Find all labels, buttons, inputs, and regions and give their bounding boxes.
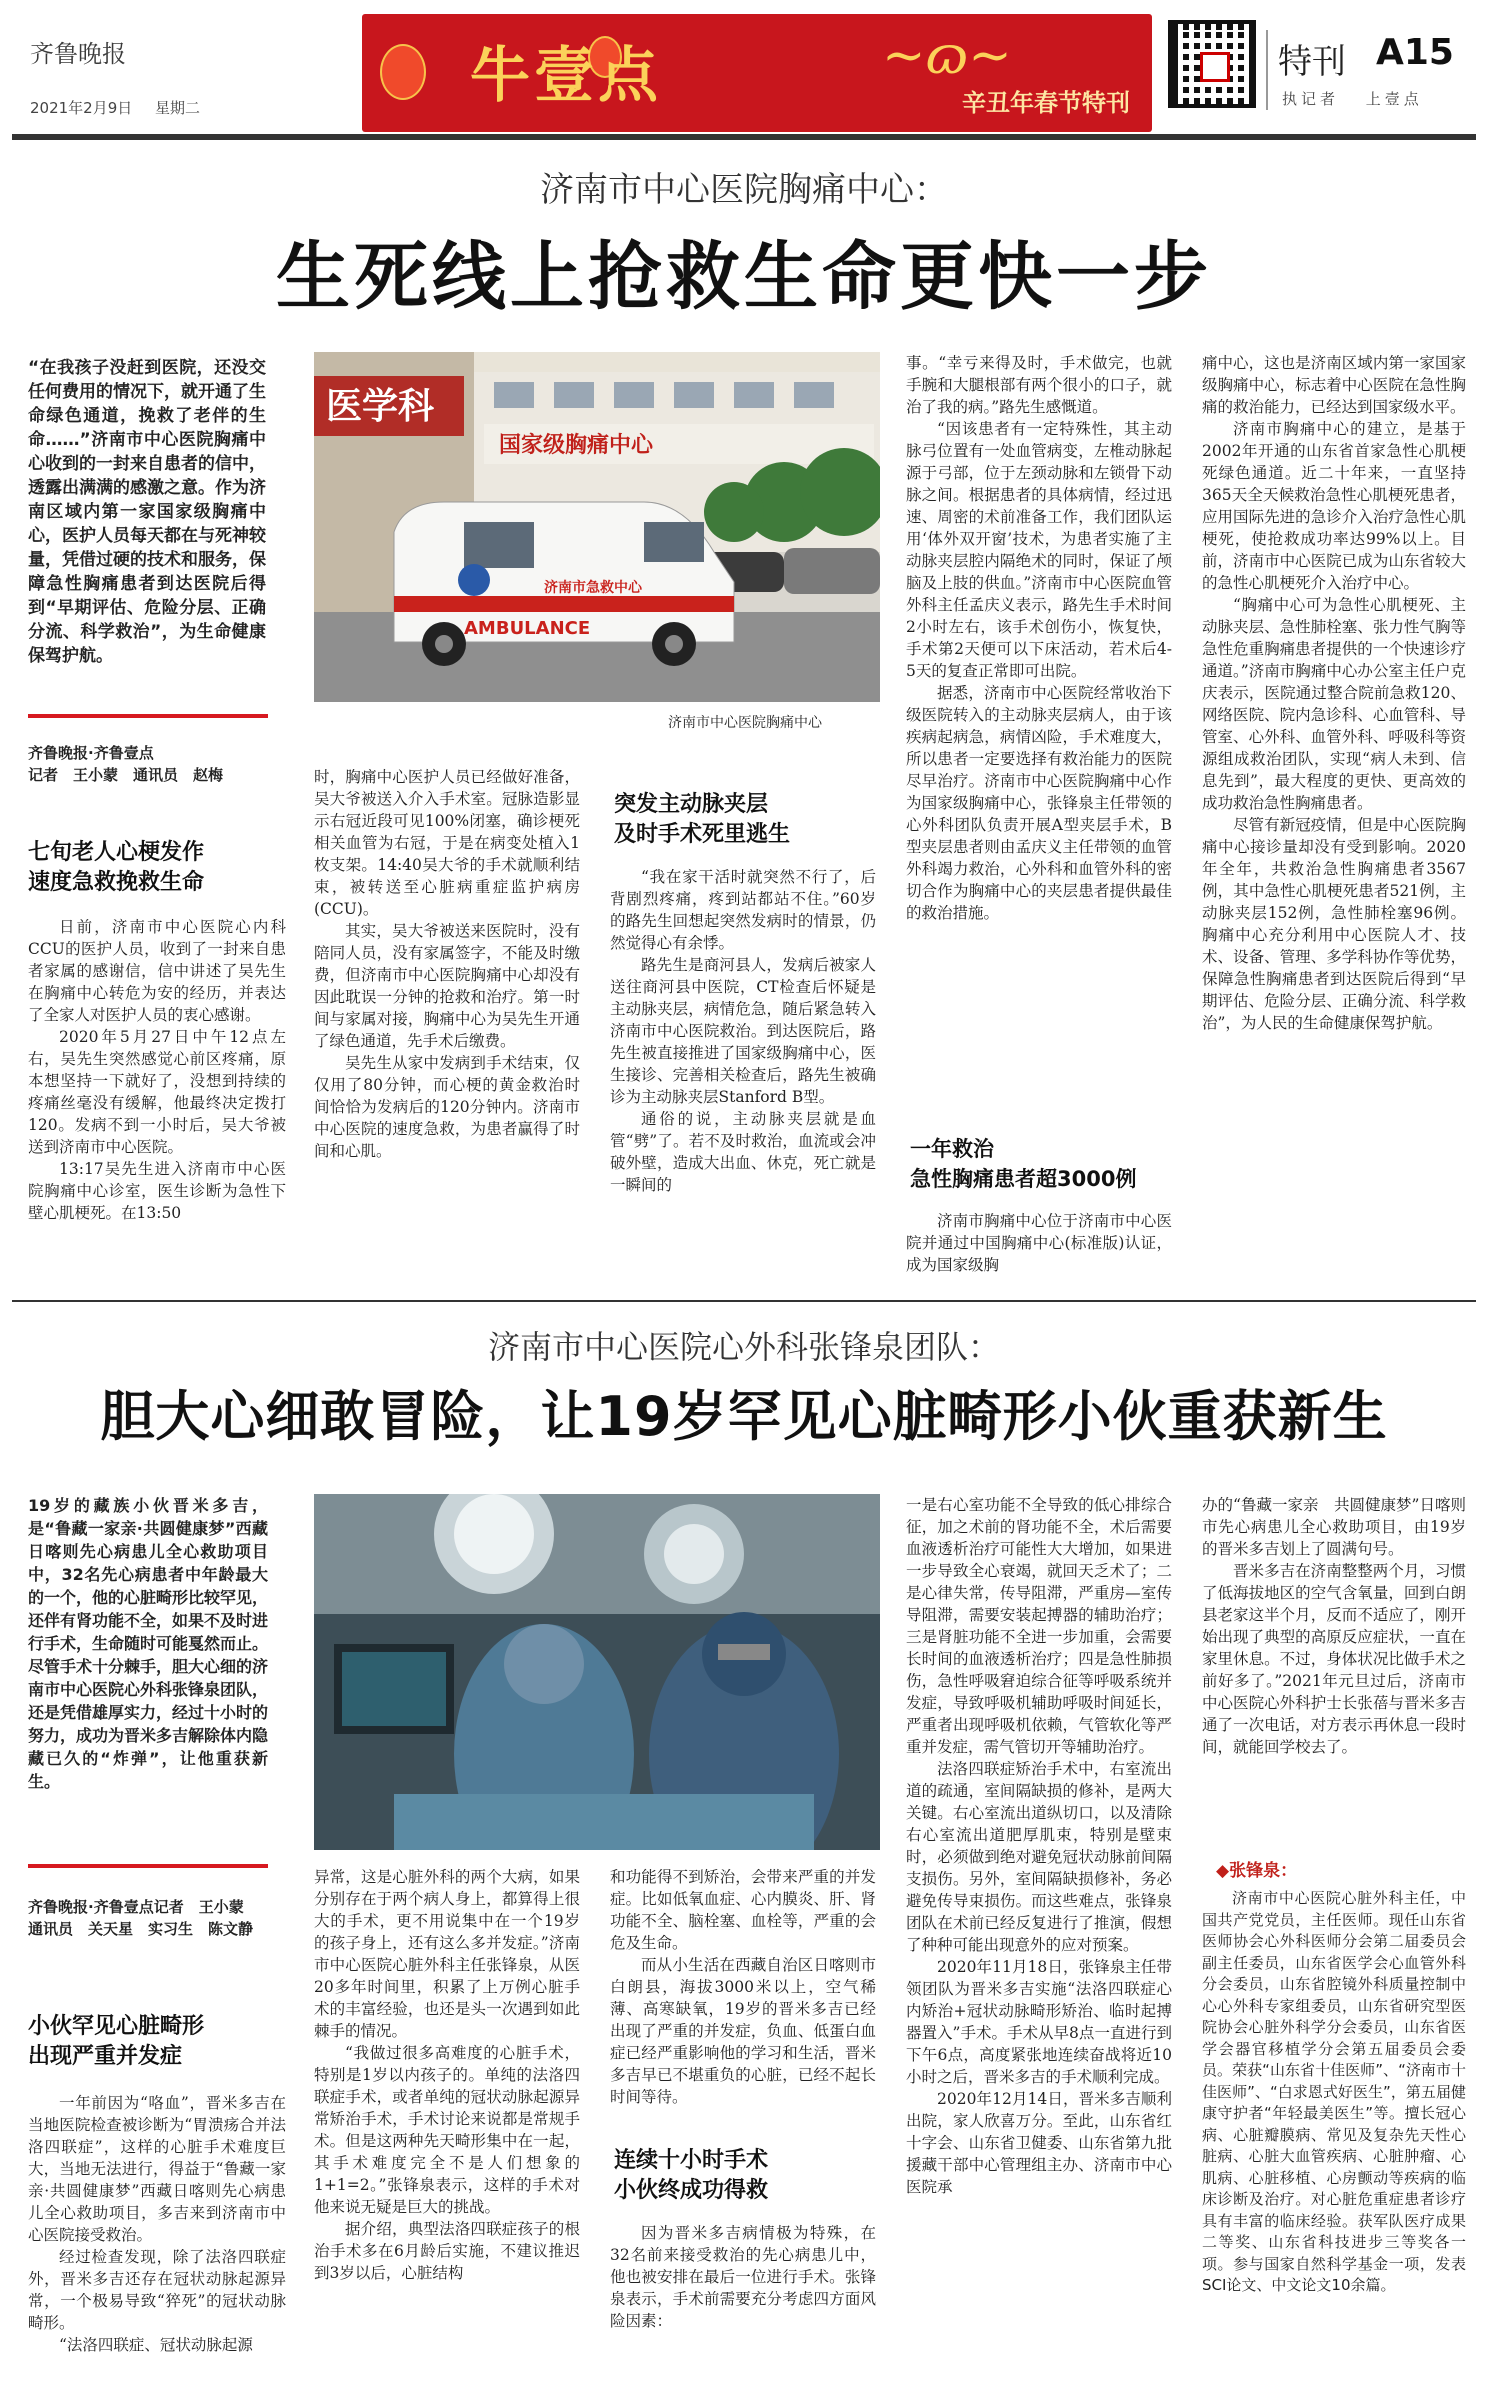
sign-ambulance: AMBULANCE	[464, 618, 591, 639]
article1-column-4b	[906, 1210, 1172, 1288]
paragraph: 吴先生从家中发病到手术结束，仅仅用了80分钟，而心梗的黄金救治时间恰恰为发病后的120分钟内。济南市中心医院的速度急救，为患者赢得了时间和心肌。	[314, 1054, 580, 1160]
paragraph: “法洛四联症、冠状动脉起源	[59, 2336, 253, 2354]
article2-lead: 19岁的藏族小伙晋米多吉，是“鲁藏一家亲·共圆健康梦”西藏日喀则先心病患儿全心救助项目中，32名先心病患者中年龄最大的一个，他的心脏畸形比较罕见，还伴有肾功能不全，如果不及时进行手术，生命随时可能戛然而止。尽管手术十分棘手，胆大心细的济南市中心医院心外科张锋泉团队，还是凭借雄厚实力，经过十小时的努力，成功为晋米多吉解除体内隐藏已久的“炸弹”，让他重获新生。	[28, 1496, 269, 1791]
paragraph: 2020年11月18日，张锋泉主任带领团队为晋米多吉实施“法洛四联症心内矫治+冠状动脉畸形矫治、临时起搏器置入”手术。手术从早8点一直进行到下午6点，高度紧张地连续奋战将近10小时之后，晋米多吉的手术顺利完成。	[906, 1958, 1172, 2086]
paragraph: 其实，吴大爷被送来医院时，没有陪同人员，没有家属签字，不能及时缴费，但济南市中心医院胸痛中心却没有因此耽误一分钟的抢救和治疗。第一时间与家属对接，胸痛中心为吴先生开通了绿色通道，先手术后缴费。	[314, 922, 580, 1050]
paragraph: 济南市胸痛中心的建立，是基于2002年开通的山东省首家急性心肌梗死绿色通道。近二十年来，一直坚持365天全天候救治急性心肌梗死患者，应用国际先进的急诊介入治疗急性心肌梗死，使抢救成功率达99%以上。目前，济南市中心医院已成为山东省较大的急性心肌梗死介入治疗中心。	[1202, 420, 1466, 592]
bio-title: ◆张锋泉：	[1216, 1861, 1298, 1881]
byline-reporters: 记者 王小蒙 通讯员 赵梅	[28, 766, 224, 784]
article1-column-3	[610, 866, 876, 1286]
header-separator	[1266, 30, 1268, 110]
article-divider	[12, 1300, 1476, 1302]
page-header	[0, 0, 1488, 142]
article1-column-1	[28, 916, 286, 1288]
paragraph: 时，胸痛中心医护人员已经做好准备，吴大爷被送入介入手术室。冠脉造影显示右冠近段可见100%闭塞，确诊梗死相关血管为右冠，于是在病变处植入1枚支架。14:40吴大爷的手术就顺利结束，被转送至心脏病重症监护病房(CCU)。	[314, 768, 580, 918]
article2-byline	[28, 1896, 288, 1940]
paragraph: 2020年5月27日中午12点左右，吴先生突然感觉心前区疼痛，原本想坚持一下就好了，没想到持续的疼痛丝毫没有缓解，他最终决定拨打120。发病不到一小时后，吴大爷被送到济南市中心医院。	[28, 1028, 286, 1156]
reporter-label: 执记者	[1282, 90, 1340, 108]
lantern-icon	[380, 44, 426, 100]
article2-column-5	[1202, 1494, 1466, 1852]
paragraph: “我在家干活时就突然不行了，后背剧烈疼痛，疼到站都站不住。”60岁的路先生回想起突然发病时的情景，仍然觉得心有余悸。	[610, 868, 876, 952]
paragraph: 痛中心，这也是济南区域内第一家国家级胸痛中心，标志着中心医院在急性胸痛的救治能力，已经达到国家级水平。	[1202, 354, 1466, 416]
article1-kicker: 济南市中心医院胸痛中心：	[540, 170, 948, 210]
paragraph: “因该患者有一定特殊性，其主动脉弓位置有一处血管病变，左椎动脉起源于弓部，位于左颈动脉和左锁骨下动脉之间。根据患者的具体病情，经过迅速、周密的术前准备工作，我们团队运用‘体外双开窗’技术，为患者实施了主动脉夹层腔内隔绝术的同时，保证了颅脑及上肢的供血。”济南市中心医院血管外科主任孟庆义表示，路先生手术时间2小时左右，该手术创伤小，恢复快，手术第2天便可以下床活动，若术后4-5天的复查正常即可出院。	[906, 420, 1172, 680]
article2-column-1	[28, 2092, 286, 2388]
article1-red-bar	[28, 714, 268, 718]
article2-column-2	[314, 1866, 580, 2388]
issue-date-line	[30, 97, 200, 118]
byline-outlet: 齐鲁晚报·齐鲁壹点	[28, 744, 154, 762]
paragraph: 据悉，济南市中心医院经常收治下级医院转入的主动脉夹层病人，由于该疾病起病急，病情凶险，手术难度大，所以患者一定要选择有救治能力的医院尽早治疗。济南市中心医院胸痛中心作为国家级胸痛中心，张锋泉主任带领的心外科团队负责开展A型夹层手术，B型夹层患者则由孟庆义主任带领的血管外科竭力救治，心外科和血管外科的密切合作为胸痛中心的夹层患者提供最佳的救治措施。	[906, 684, 1172, 922]
paper-name: 齐鲁晚报	[30, 40, 126, 68]
article1-subhead-3: 一年救治 急性胸痛患者超3000例	[910, 1137, 1137, 1191]
paragraph: 法洛四联症矫治手术中，右室流出道的疏通，室间隔缺损的修补，是两大关键。右心室流出道纵切口，以及清除右心室流出道肥厚肌束，特别是壁束时，必须做到绝对避免冠状动脉前间隔支损伤。另外，室间隔缺损修补，务必避免传导束损伤。而这些难点，张锋泉团队在术前已经反复进行了推演，假想了种种可能出现意外的应对预案。	[906, 1760, 1172, 1954]
paragraph: 经过检查发现，除了法洛四联症外，晋米多吉还存在冠状动脉起源异常，一个极易导致“猝死”的冠状动脉畸形。	[28, 2248, 286, 2332]
sign-medical-dept: 医学科	[326, 386, 435, 427]
byline-outlet: 齐鲁晚报·齐鲁壹点记者 王小蒙	[28, 1898, 244, 1916]
article2-subhead-2: 连续十小时手术 小伙终成功得救	[614, 2148, 769, 2203]
article2-subhead-1: 小伙罕见心脏畸形 出现严重并发症	[28, 2014, 205, 2069]
paragraph: 济南市胸痛中心位于济南市中心医院并通过中国胸痛中心(标准版)认证，成为国家级胸	[906, 1212, 1172, 1274]
paragraph: 日前，济南市中心医院心内科CCU的医护人员，收到了一封来自患者家属的感谢信，信中讲述了吴先生在胸痛中心转危为安的经历，并表达了全家人对医护人员的衷心感谢。	[28, 918, 286, 1024]
article2-column-3b	[610, 2222, 876, 2388]
paragraph: 尽管有新冠疫情，但是中心医院胸痛中心接诊量却没有受到影响。2020年全年，共救治急性胸痛患者3567例，其中急性心肌梗死患者521例，主动脉夹层152例，急性肺栓塞96例。胸痛中心充分利用中心医院人才、技术、设备、管理、多学科协作等优势，保障急性胸痛患者到达医院后得到“早期评估、危险分层、正确分流、科学救治”，为人民的生命健康保驾护航。	[1202, 816, 1466, 1032]
banner-subtitle: 辛丑年春节特刊	[962, 89, 1130, 117]
ambulance-illustration	[314, 352, 880, 702]
article1-column-4	[906, 352, 1172, 1130]
banner-title: 牛壹点	[470, 41, 662, 111]
banner-swirl-icon: ~ɷ~	[882, 26, 1012, 86]
article1-headline: 生死线上抢救生命更快一步	[276, 234, 1212, 320]
paragraph: 办的“鲁藏一家亲 共圆健康梦”日喀则市先心病患儿全心救助项目，由19岁的晋米多吉划上了圆满句号。	[1202, 1496, 1466, 1558]
article2-column-4	[906, 1494, 1172, 2388]
issue-weekday: 星期二	[155, 99, 201, 117]
article1-column-5	[1202, 352, 1466, 1288]
festival-banner	[362, 14, 1152, 132]
paragraph: 据介绍，典型法洛四联症孩子的根治手术多在6月龄后实施，不建议推迟到3岁以后，心脏结构	[314, 2220, 580, 2282]
surgery-illustration	[314, 1494, 880, 1850]
paragraph: “胸痛中心可为急性心肌梗死、主动脉夹层、急性肺栓塞、张力性气胸等急性危重胸痛患者提供的一个快速诊疗通道。”济南市胸痛中心办公室主任户克庆表示，医院通过整合院前急救120、网络医院、院内急诊科、心血管科、导管室、心外科、血管外科、呼吸科等资源组成救治团队，实现“病人未到、信息先到”，最大程度的更快、更高效的成功救治急性胸痛患者。	[1202, 596, 1466, 812]
sign-emergency-center: 济南市急救中心	[544, 580, 642, 596]
article1-column-2	[314, 766, 580, 1286]
paragraph: 济南市中心医院心脏外科主任，中国共产党党员，主任医师。现任山东省医师协会心外科医师分会第二届委员会副主任委员，山东省医学会心血管外科分会委员，山东省腔镜外科质量控制中心心外科专家组委员，山东省研究型医院协会心脏外科学分会委员，山东省医学会器官移植学分会第五届委员会委员。荣获“山东省十佳医师”、“济南市十佳医师”、“白求恩式好医生”，第五届健康守护者“年轻最美医生”等。擅长冠心病、心脏瓣膜病、常见及复杂先天性心脏病、心脏大血管疾病、心脏肿瘤、心肌病、心脏移植、心房颤动等疾病的临床诊断及治疗。对心脏危重症患者诊疗具有丰富的临床经验。获军队医疗成果二等奖、山东省科技进步三等奖各一项。参与国家自然科学基金一项，发表SCI论文、中文论文10余篇。	[1202, 1889, 1466, 2294]
article2-headline: 胆大心细敢冒险，让19岁罕见心脏畸形小伙重获新生	[100, 1385, 1388, 1448]
paragraph: 一是右心室功能不全导致的低心排综合征，加之术前的肾功能不全，术后需要血液透析治疗可能性大大增加，如果进一步导致全心衰竭，就回天乏术了；二是心律失常，传导阻滞，严重房—室传导阻滞，需要安装起搏器的辅助治疗；三是肾脏功能不全进一步加重，会需要长时间的血液透析治疗；四是急性肺损伤，急性呼吸窘迫综合征等呼吸系统并发症，导致呼吸机辅助呼吸时间延长，严重者出现呼吸机依赖，气管软化等严重并发症，需气管切开等辅助治疗。	[906, 1496, 1172, 1756]
hospital-ambulance-photo	[314, 352, 880, 702]
reporter-name: 上壹点	[1365, 90, 1423, 108]
paragraph: 因为晋米多吉病情极为特殊，在32名前来接受救治的先心病患儿中，他也被安排在最后一位进行手术。张锋泉表示，手术前需要充分考虑四方面风险因素：	[610, 2224, 876, 2330]
article2-column-3	[610, 1866, 876, 2136]
page-number: A15	[1376, 32, 1454, 73]
article1-lead: “在我孩子没赶到医院，还没交任何费用的情况下，就开通了生命绿色通道，挽救了老伴的生命……”济南市中心医院胸痛中心收到的一封来自患者的信中，透露出满满的感激之意。作为济南区域内第一家国家级胸痛中心，医护人员每天都在与死神较量，凭借过硬的技术和服务，保障急性胸痛患者到达医院后得到“早期评估、危险分层、正确分流、科学救治”，为生命健康保驾护航。	[28, 358, 266, 666]
article1-subhead-2: 突发主动脉夹层 及时手术死里逃生	[614, 792, 791, 847]
paragraph: 异常，这是心脏外科的两个大病，如果分别存在于两个病人身上，都算得上很大的手术，更不用说集中在一个19岁的孩子身上，还有这么多并发症。”济南市中心医院心脏外科主任张锋泉，从医20多年时间里，积累了上万例心脏手术的丰富经验，也还是头一次遇到如此棘手的情况。	[314, 1868, 580, 2040]
doctor-bio	[1202, 1888, 1466, 2388]
paragraph: 一年前因为“咯血”，晋米多吉在当地医院检查被诊断为“胃溃疡合并法洛四联症”，这样的心脏手术难度巨大，当地无法进行，得益于“鲁藏一家亲·共圆健康梦”西藏日喀则先心病患儿全心救助项目，多吉来到济南市中心医院接受救治。	[28, 2094, 286, 2244]
photo-caption: 济南市中心医院胸痛中心	[668, 715, 822, 731]
paragraph: 而从小生活在西藏自治区日喀则市白朗县，海拔3000米以上，空气稀薄、高寒缺氧，19岁的晋米多吉已经出现了严重的并发症，负血、低蛋白血症已经严重影响他的学习和生活，晋米多吉早已不堪重负的心脏，已经不起长时间等待。	[610, 1956, 876, 2106]
sign-chest-pain-center: 国家级胸痛中心	[499, 433, 654, 458]
paragraph: 和功能得不到矫治，会带来严重的并发症。比如低氧血症、心内膜炎、肝、肾功能不全、脑栓塞、血栓等，严重的会危及生命。	[610, 1868, 876, 1952]
paragraph: “我做过很多高难度的心脏手术，特别是1岁以内孩子的。单纯的法洛四联症手术，或者单纯的冠状动脉起源异常矫治手术，手术讨论来说都是常规手术。但是这两种先天畸形集中在一起，其手术难度完全不是人们想象的1+1=2。”张锋泉表示，这样的手术对他来说无疑是巨大的挑战。	[314, 2044, 580, 2216]
paragraph: 通俗的说，主动脉夹层就是血管“劈”了。若不及时救治，血流或会冲破外壁，造成大出血、休克，死亡就是一瞬间的	[610, 1110, 876, 1194]
paragraph: 事。“幸亏来得及时，手术做完，也就手腕和大腿根部有两个很小的口子，就治了我的病。”路先生感慨道。	[906, 354, 1172, 416]
paragraph: 13:17吴先生进入济南市中心医院胸痛中心诊室，医生诊断为急性下壁心肌梗死。在13:50	[28, 1160, 286, 1222]
header-left	[30, 34, 200, 118]
byline-reporters: 通讯员 关天星 实习生 陈文静	[28, 1920, 254, 1938]
paragraph: 路先生是商河县人，发病后被家人送往商河县中医院，CT检查后怀疑是主动脉夹层，病情危急，随后紧急转入济南市中心医院救治。到达医院后，路先生被直接推进了国家级胸痛中心，医生接诊、完善相关检查后，路先生被确诊为主动脉夹层Stanford B型。	[610, 956, 876, 1106]
surgery-photo	[314, 1494, 880, 1850]
article2-kicker: 济南市中心医院心外科张锋泉团队：	[487, 1328, 1000, 1366]
issue-date: 2021年2月9日	[30, 99, 133, 117]
section-label: 特刊	[1278, 42, 1346, 82]
paragraph: 2020年12月14日，晋米多吉顺利出院，家人欣喜万分。至此，山东省红十字会、山东省卫健委、山东省第九批援藏干部中心管理组主办、济南市中心医院承	[906, 2090, 1172, 2196]
paragraph: 晋米多吉在济南整整两个月，习惯了低海拔地区的空气含氧量，回到白朗县老家这半个月，反而不适应了，刚开始出现了典型的高原反应症状，一直在家里休息。不过，身体状况比做手术之前好多了。”2021年元旦过后，济南市中心医院心外科护士长张蓓与晋米多吉通了一次电话，对方表示再休息一段时间，就能回学校去了。	[1202, 1562, 1466, 1756]
article1-subhead-1: 七旬老人心梗发作 速度急救挽救生命	[28, 840, 205, 895]
reporter-line	[1282, 88, 1423, 109]
qr-code-icon[interactable]	[1168, 20, 1256, 108]
article2-red-bar	[28, 1864, 268, 1868]
article1-byline	[28, 742, 278, 786]
header-rule	[12, 134, 1476, 140]
